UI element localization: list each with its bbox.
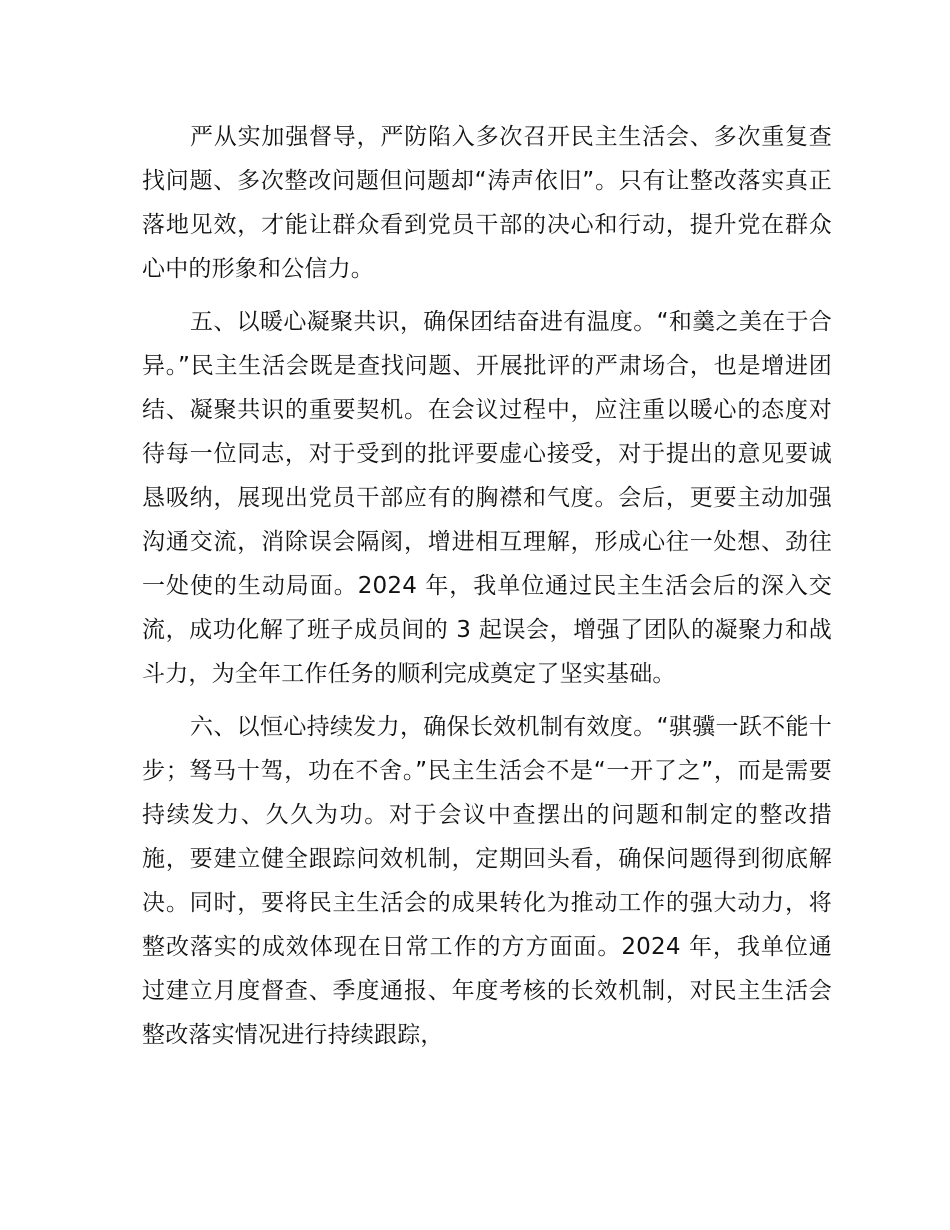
paragraph-continuation: 严从实加强督导，严防陷入多次召开民主生活会、多次重复查找问题、多次整改问题但问题却“涛声依旧”。只有让整改落实真正落地见效，才能让群众看到党员干部的决心和行动，提升党在群众心中的形象和公信力。 [142,124,832,282]
paragraph-section-six: 六、以恒心持续发力，确保长效机制有效度。“骐骥一跃不能十步；驽马十驾，功在不舍。”民主生活会不是“一开了之”，而是需要持续发力、久久为功。对于会议中查摆出的问题和制定的整改措施，要建立健全跟踪问效机制，定期回头看，确保问题得到彻底解决。同时，要将民主生活会的成果转化为推动工作的强大动力，将整改落实的成效体现在日常工作的方方面面。2024 年，我单位通过建立月度督查、季度通报、年度考核的长效机制，对民主生活会整改落实情况进行持续跟踪， [142,714,832,1048]
paragraph-section-five: 五、以暖心凝聚共识，确保团结奋进有温度。“和羹之美在于合异。”民主生活会既是查找问题、开展批评的严肃场合，也是增进团结、凝聚共识的重要契机。在会议过程中，应注重以暖心的态度对待每一位同志，对于受到的批评要虚心接受，对于提出的意见要诚恳吸纳，展现出党员干部应有的胸襟和气度。会后，更要主动加强沟通交流，消除误会隔阂，增进相互理解，形成心往一处想、劲往一处使的生动局面。2024 年，我单位通过民主生活会后的深入交流，成功化解了班子成员间的 3 起误会，增强了团队的凝聚力和战斗力，为全年工作任务的顺利完成奠定了坚实基础。 [142,309,832,687]
document-body [142,115,832,1066]
